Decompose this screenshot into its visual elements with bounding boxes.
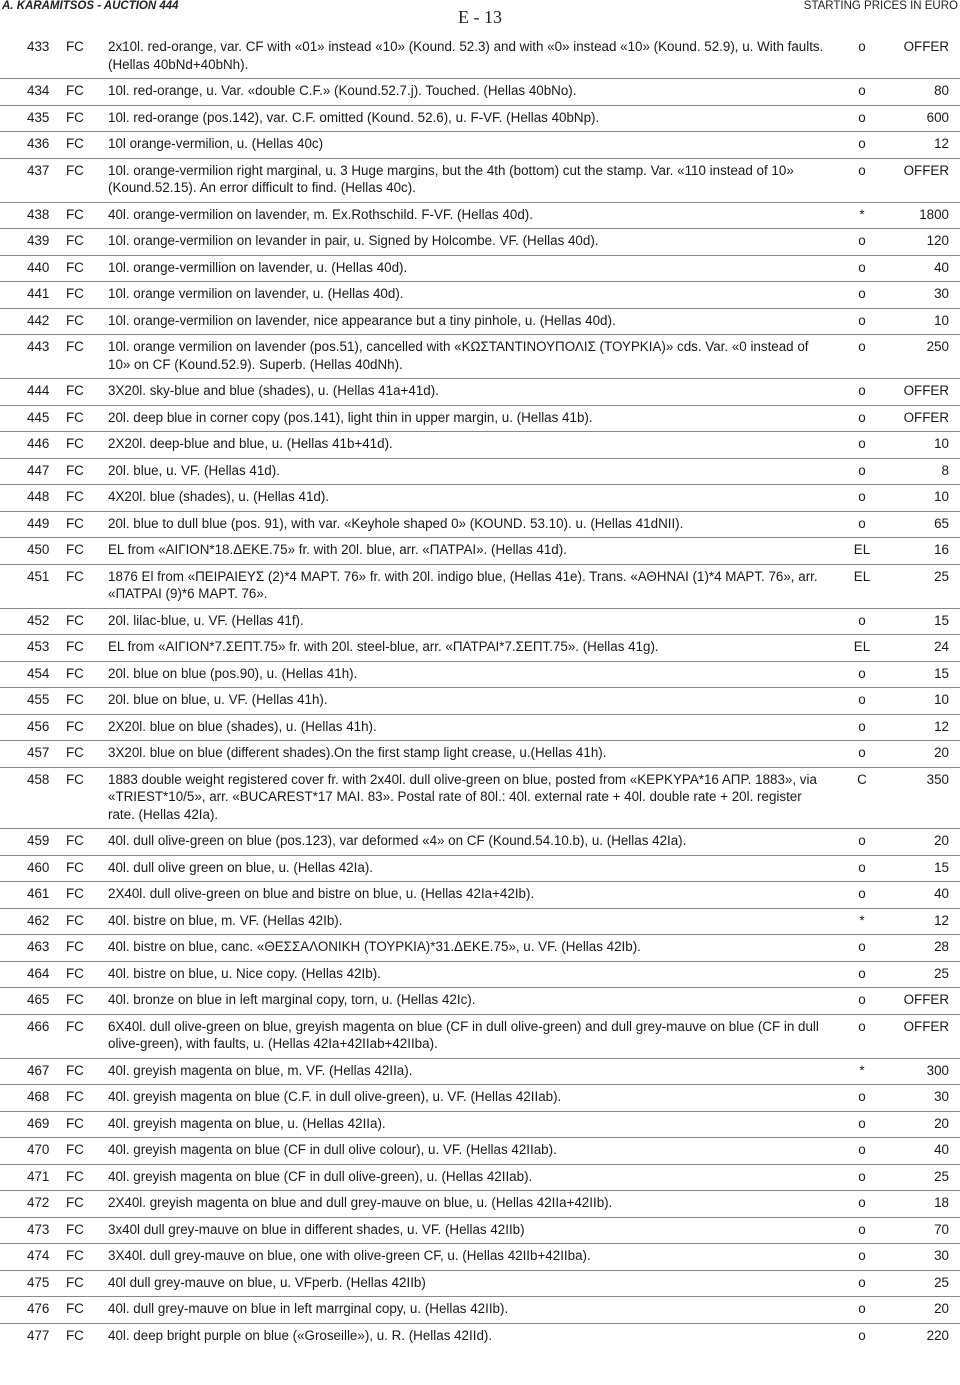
lot-condition: o — [858, 718, 866, 734]
lot-type: FC — [66, 206, 84, 222]
lot-number: 433 — [27, 39, 50, 54]
lot-type: FC — [66, 1168, 84, 1184]
lot-type: FC — [66, 1221, 84, 1237]
lot-price: OFFER — [903, 162, 949, 178]
lot-condition: o — [858, 1301, 866, 1316]
lot-type: FC — [66, 965, 84, 981]
lot-condition: o — [858, 515, 866, 531]
lot-price: 10 — [934, 436, 949, 451]
lot-number: 474 — [27, 1248, 50, 1263]
lot-description: 3x40l dull grey-mauve on blue in different shades, u. VF. (Hellas 42IIb) — [108, 1221, 525, 1237]
lot-row — [0, 432, 960, 459]
lot-type: FC — [66, 1142, 84, 1157]
lot-row — [0, 935, 960, 962]
lot-row — [0, 309, 960, 336]
lot-price: 18 — [934, 1195, 949, 1210]
lot-price: 10 — [934, 312, 949, 328]
lot-description: 40l. greyish magenta on blue (CF in dull olive colour), u. VF. (Hellas 42IIab). — [108, 1142, 557, 1157]
lot-row — [0, 1218, 960, 1245]
page-number: E - 13 — [458, 7, 502, 27]
lot-price: 30 — [934, 286, 949, 301]
lot-price: 350 — [926, 771, 949, 787]
lot-number: 458 — [27, 771, 50, 787]
lot-row — [0, 1138, 960, 1165]
lot-row — [0, 741, 960, 768]
lot-description: 40l. bistre on blue, u. Nice copy. (Hellas 42Ib). — [108, 965, 381, 981]
lot-description: 3X40l. dull grey-mauve on blue, one with olive-green CF, u. (Hellas 42IIb+42IIba). — [108, 1248, 591, 1263]
lot-price: 1800 — [919, 206, 949, 222]
lot-condition: o — [858, 1248, 866, 1263]
lot-row — [0, 1015, 960, 1059]
lot-type: FC — [66, 745, 84, 760]
lot-number: 472 — [27, 1195, 50, 1210]
lot-number: 453 — [27, 639, 50, 654]
lot-condition: o — [858, 339, 866, 354]
lot-description: EL from «ΑΙΓΙΟΝ*7.ΣΕΠΤ.75» fr. with 20l. steel-blue, arr. «ΠΑΤΡΑΙ*7.ΣΕΠΤ.75». (Hellas 41g). — [108, 639, 659, 654]
lot-condition: o — [858, 1327, 866, 1343]
lot-row — [0, 662, 960, 689]
lot-type: FC — [66, 109, 84, 125]
lot-row — [0, 512, 960, 539]
lot-description: 20l. lilac-blue, u. VF. (Hellas 41f). — [108, 612, 304, 628]
lot-type: FC — [66, 286, 84, 301]
lot-condition: o — [858, 162, 866, 178]
lot-type: FC — [66, 1115, 84, 1131]
lot-row — [0, 565, 960, 609]
lot-condition: o — [858, 259, 866, 275]
lot-description: 40l. greyish magenta on blue, u. (Hellas 42IIa). — [108, 1115, 386, 1131]
lot-row — [0, 159, 960, 203]
lot-number: 448 — [27, 489, 50, 504]
lot-number: 442 — [27, 312, 50, 328]
lot-condition: o — [858, 1221, 866, 1237]
lot-description: 3X20l. blue on blue (different shades).On the first stamp light crease, u.(Hellas 41h). — [108, 745, 607, 760]
lot-condition: * — [859, 912, 865, 928]
lot-type: FC — [66, 665, 84, 681]
lot-condition: o — [858, 383, 866, 398]
lot-list — [0, 35, 960, 1349]
lot-description: 2x10l. red-orange, var. CF with «01» instead «10» (Kound. 52.3) and with «0» instead «10» (Kound. 52.9), u. With faults. (Hellas 40bNd+40bNh). — [108, 39, 824, 72]
lot-type: FC — [66, 1301, 84, 1316]
lot-price: 25 — [934, 568, 949, 584]
page-header — [0, 0, 960, 32]
lot-type: FC — [66, 639, 84, 654]
lot-condition: EL — [853, 568, 871, 584]
lot-row — [0, 1059, 960, 1086]
lot-number: 456 — [27, 718, 50, 734]
lot-row — [0, 609, 960, 636]
lot-row — [0, 406, 960, 433]
lot-number: 469 — [27, 1115, 50, 1131]
lot-condition: o — [858, 1115, 866, 1131]
lot-number: 434 — [27, 83, 50, 98]
lot-type: FC — [66, 39, 84, 54]
lot-description: 40l. dull grey-mauve on blue in left marrginal copy, u. (Hellas 42IIb). — [108, 1301, 509, 1316]
lot-description: 1876 El from «ΠΕΙΡΑΙΕΥΣ (2)*4 ΜΑΡΤ. 76» fr. with 20l. indigo blue, (Hellas 41e). Trans. «ΑΘΗΝΑΙ (1)*4 ΜΑΡΤ. 76», arr. «ΠΑΤΡΑΙ (9)*6 ΜΑΡΤ. 76». — [108, 568, 818, 601]
lot-description: 20l. blue to dull blue (pos. 91), with var. «Keyhole shaped 0» (KOUND. 53.10). u. (Hellas 41dNII). — [108, 515, 684, 531]
lot-row — [0, 768, 960, 830]
lot-row — [0, 856, 960, 883]
lot-condition: o — [858, 939, 866, 954]
lot-condition: o — [858, 1274, 866, 1290]
lot-price: 12 — [934, 136, 949, 151]
lot-description: 40l. greyish magenta on blue (CF in dull olive-green), u. (Hellas 42IIab). — [108, 1168, 533, 1184]
lot-number: 445 — [27, 409, 50, 425]
lot-condition: o — [858, 462, 866, 478]
lot-price: 20 — [934, 745, 949, 760]
lot-number: 454 — [27, 665, 50, 681]
lot-number: 443 — [27, 339, 50, 354]
lot-description: 6X40l. dull olive-green on blue, greyish magenta on blue (CF in dull olive-green) and dull grey-mauve on blue (CF in dull olive-green), with faults, u. (Hellas 42Ia+42IIab+42IIba). — [108, 1018, 819, 1051]
lot-condition: o — [858, 833, 866, 848]
lot-type: FC — [66, 612, 84, 628]
lot-row — [0, 1324, 960, 1350]
lot-description: 2X20l. blue on blue (shades), u. (Hellas 41h). — [108, 718, 377, 734]
lot-row — [0, 688, 960, 715]
lot-row — [0, 882, 960, 909]
lot-description: 10l. red-orange (pos.142), var. C.F. omitted (Kound. 52.6), u. F-VF. (Hellas 40bNp). — [108, 109, 600, 125]
lot-price: 10 — [934, 692, 949, 707]
lot-condition: EL — [853, 542, 871, 557]
lot-row — [0, 379, 960, 406]
lot-type: FC — [66, 515, 84, 531]
lot-price: 24 — [934, 639, 949, 654]
lot-description: 40l. greyish magenta on blue (C.F. in dull olive-green), u. VF. (Hellas 42IIab). — [108, 1089, 562, 1104]
lot-row — [0, 282, 960, 309]
lot-number: 435 — [27, 109, 50, 125]
lot-type: FC — [66, 1195, 84, 1210]
lot-description: 40l. dull olive-green on blue (pos.123), var deformed «4» on CF (Kound.54.10.b), u. (Hellas 42Ia). — [108, 833, 687, 848]
lot-price: OFFER — [903, 39, 949, 54]
lot-condition: o — [858, 286, 866, 301]
lot-description: 10l. orange vermilion on lavender (pos.51), cancelled with «ΚΩΣΤΑΝΤΙΝΟΥΠΟΛΙΣ (ΤΟΥΡΚΙΑ)» cds. Var. «0 instead of 10» on CF (Kound.52.9). Superb. (Hellas 40dNh). — [108, 339, 809, 372]
lot-condition: o — [858, 136, 866, 151]
lot-condition: EL — [853, 639, 871, 654]
lot-description: 20l. blue, u. VF. (Hellas 41d). — [108, 462, 280, 478]
lot-type: FC — [66, 462, 84, 478]
lot-condition: o — [858, 1168, 866, 1184]
lot-condition: o — [858, 745, 866, 760]
lot-condition: o — [858, 612, 866, 628]
lot-type: FC — [66, 1274, 84, 1290]
lot-type: FC — [66, 162, 84, 178]
lot-condition: o — [858, 1018, 866, 1034]
lot-condition: * — [859, 1062, 865, 1078]
lot-number: 441 — [27, 286, 50, 301]
lot-number: 449 — [27, 515, 50, 531]
lot-price: 30 — [934, 1248, 949, 1263]
lot-description: 10l. red-orange, u. Var. «double C.F.» (Kound.52.7.j). Touched. (Hellas 40bNo). — [108, 83, 577, 98]
lot-row — [0, 229, 960, 256]
lot-row — [0, 829, 960, 856]
lot-row — [0, 132, 960, 159]
lot-price: 220 — [926, 1327, 949, 1343]
lot-type: FC — [66, 886, 84, 901]
lot-number: 470 — [27, 1142, 50, 1157]
lot-type: FC — [66, 939, 84, 954]
lot-condition: o — [858, 1195, 866, 1210]
lot-price: 20 — [934, 833, 949, 848]
lot-price: 120 — [926, 233, 949, 248]
lot-price: 28 — [934, 939, 949, 954]
lot-price: 250 — [926, 339, 949, 354]
lot-number: 467 — [27, 1062, 50, 1078]
lot-price: 12 — [934, 912, 949, 928]
lot-description: 2X40l. greyish magenta on blue and dull grey-mauve on blue, u. (Hellas 42IIa+42IIb). — [108, 1195, 613, 1210]
lot-price: 10 — [934, 489, 949, 504]
lot-condition: o — [858, 965, 866, 981]
lot-description: 40l. orange-vermilion on lavender, m. Ex.Rothschild. F-VF. (Hellas 40d). — [108, 206, 533, 222]
lot-type: FC — [66, 136, 84, 151]
lot-row — [0, 35, 960, 79]
lot-number: 438 — [27, 206, 50, 222]
lot-description: 3X20l. sky-blue and blue (shades), u. (Hellas 41a+41d). — [108, 383, 439, 398]
lot-description: 40l. greyish magenta on blue, m. VF. (Hellas 42IIa). — [108, 1062, 413, 1078]
lot-price: 8 — [941, 462, 949, 478]
lot-description: EL from «ΑΙΓΙΟΝ*18.ΔΕΚΕ.75» fr. with 20l. blue, arr. «ΠΑΤΡΑΙ». (Hellas 41d). — [108, 542, 567, 557]
lot-condition: C — [857, 771, 867, 787]
lot-number: 460 — [27, 859, 50, 875]
lot-condition: o — [858, 1089, 866, 1104]
lot-price: 25 — [934, 1274, 949, 1290]
lot-row — [0, 335, 960, 379]
lot-row — [0, 203, 960, 230]
lot-description: 40l dull grey-mauve on blue, u. VFperb. (Hellas 42IIb) — [108, 1274, 426, 1290]
lot-price: 40 — [934, 886, 949, 901]
lot-price: 15 — [934, 665, 949, 681]
lot-price: 25 — [934, 1168, 949, 1184]
lot-description: 40l. bistre on blue, canc. «ΘΕΣΣΑΛΟΝΙΚΗ (ΤΟΥΡΚΙΑ)*31.ΔΕΚΕ.75», u. VF. (Hellas 42Ib). — [108, 939, 641, 954]
lot-row — [0, 1271, 960, 1298]
lot-number: 437 — [27, 162, 50, 178]
lot-type: FC — [66, 1327, 84, 1343]
lot-condition: o — [858, 489, 866, 504]
lot-description: 20l. blue on blue, u. VF. (Hellas 41h). — [108, 692, 328, 707]
lot-price: 70 — [934, 1221, 949, 1237]
lot-row — [0, 988, 960, 1015]
lot-description: 10l. orange-vermillion on lavender, u. (Hellas 40d). — [108, 259, 408, 275]
lot-description: 40l. dull olive green on blue, u. (Hellas 42Ia). — [108, 859, 373, 875]
lot-description: 10l orange-vermilion, u. (Hellas 40c) — [108, 136, 324, 151]
lot-type: FC — [66, 992, 84, 1007]
lot-description: 40l. deep bright purple on blue («Groseille»), u. R. (Hellas 42IId). — [108, 1327, 493, 1343]
lot-price: OFFER — [903, 409, 949, 425]
lot-condition: * — [859, 206, 865, 222]
lot-price: 15 — [934, 859, 949, 875]
lot-description: 10l. orange-vermilion right marginal, u. 3 Huge margins, but the 4th (bottom) cut the stamp. Var. «110 instead of 10» (Kound.52.15). An error difficult to find. (Hellas 40c). — [108, 162, 794, 195]
lot-number: 466 — [27, 1018, 50, 1034]
lot-number: 464 — [27, 965, 50, 981]
lot-condition: o — [858, 409, 866, 425]
lot-type: FC — [66, 542, 84, 557]
lot-number: 462 — [27, 912, 50, 928]
lot-price: 30 — [934, 1089, 949, 1104]
lot-condition: o — [858, 859, 866, 875]
lot-type: FC — [66, 718, 84, 734]
lot-number: 450 — [27, 542, 50, 557]
lot-condition: o — [858, 1142, 866, 1157]
lot-row — [0, 1191, 960, 1218]
lot-number: 451 — [27, 568, 50, 584]
lot-number: 439 — [27, 233, 50, 248]
lot-row — [0, 1165, 960, 1192]
lot-row — [0, 715, 960, 742]
lot-price: 12 — [934, 718, 949, 734]
lot-number: 475 — [27, 1274, 50, 1290]
lot-type: FC — [66, 339, 84, 354]
lot-type: FC — [66, 83, 84, 98]
lot-row — [0, 635, 960, 662]
lot-number: 447 — [27, 462, 50, 478]
lot-number: 473 — [27, 1221, 50, 1237]
lot-type: FC — [66, 383, 84, 398]
lot-description: 2X20l. deep-blue and blue, u. (Hellas 41b+41d). — [108, 436, 393, 451]
lot-type: FC — [66, 771, 84, 787]
lot-price: 20 — [934, 1115, 949, 1131]
lot-price: OFFER — [903, 1018, 949, 1034]
lot-type: FC — [66, 1089, 84, 1104]
lot-description: 20l. blue on blue (pos.90), u. (Hellas 41h). — [108, 665, 358, 681]
lot-type: FC — [66, 1018, 84, 1034]
lot-price: 20 — [934, 1301, 949, 1316]
lot-number: 436 — [27, 136, 50, 151]
lot-price: 65 — [934, 515, 949, 531]
lot-type: FC — [66, 568, 84, 584]
lot-description: 40l. bronze on blue in left marginal copy, torn, u. (Hellas 42Ic). — [108, 992, 476, 1007]
price-currency-note: STARTING PRICES IN EURO — [803, 0, 958, 12]
lot-price: 80 — [934, 83, 949, 98]
lot-number: 455 — [27, 692, 50, 707]
lot-condition: o — [858, 665, 866, 681]
lot-type: FC — [66, 1062, 84, 1078]
lot-type: FC — [66, 833, 84, 848]
lot-price: 300 — [926, 1062, 949, 1078]
lot-price: OFFER — [903, 992, 949, 1007]
lot-type: FC — [66, 912, 84, 928]
lot-number: 477 — [27, 1327, 50, 1343]
lot-row — [0, 1112, 960, 1139]
lot-number: 476 — [27, 1301, 50, 1316]
lot-condition: o — [858, 233, 866, 248]
lot-row — [0, 1085, 960, 1112]
lot-number: 444 — [27, 383, 50, 398]
lot-condition: o — [858, 83, 866, 98]
lot-price: 600 — [926, 109, 949, 125]
lot-type: FC — [66, 489, 84, 504]
lot-type: FC — [66, 312, 84, 328]
lot-type: FC — [66, 233, 84, 248]
lot-number: 465 — [27, 992, 50, 1007]
lot-type: FC — [66, 692, 84, 707]
lot-type: FC — [66, 409, 84, 425]
lot-condition: o — [858, 692, 866, 707]
lot-number: 463 — [27, 939, 50, 954]
lot-description: 10l. orange vermilion on lavender, u. (Hellas 40d). — [108, 286, 404, 301]
lot-number: 459 — [27, 833, 50, 848]
lot-price: OFFER — [903, 383, 949, 398]
lot-type: FC — [66, 1248, 84, 1263]
lot-description: 40l. bistre on blue, m. VF. (Hellas 42Ib). — [108, 912, 343, 928]
lot-description: 2X40l. dull olive-green on blue and bistre on blue, u. (Hellas 42Ia+42Ib). — [108, 886, 535, 901]
lot-description: 10l. orange-vermilion on lavender, nice appearance but a tiny pinhole, u. (Hellas 40d). — [108, 312, 616, 328]
lot-number: 440 — [27, 259, 50, 275]
lot-row — [0, 1297, 960, 1324]
lot-condition: o — [858, 436, 866, 451]
lot-condition: o — [858, 992, 866, 1007]
lot-number: 452 — [27, 612, 50, 628]
lot-number: 457 — [27, 745, 50, 760]
lot-row — [0, 962, 960, 989]
lot-row — [0, 79, 960, 106]
lot-price: 40 — [934, 259, 949, 275]
lot-price: 40 — [934, 1142, 949, 1157]
lot-condition: o — [858, 312, 866, 328]
lot-type: FC — [66, 259, 84, 275]
lot-price: 15 — [934, 612, 949, 628]
lot-row — [0, 106, 960, 133]
lot-row — [0, 485, 960, 512]
lot-type: FC — [66, 859, 84, 875]
lot-row — [0, 909, 960, 936]
lot-row — [0, 256, 960, 283]
lot-condition: o — [858, 886, 866, 901]
lot-row — [0, 459, 960, 486]
lot-description: 10l. orange-vermilion on levander in pair, u. Signed by Holcombe. VF. (Hellas 40d). — [108, 233, 599, 248]
lot-row — [0, 1244, 960, 1271]
lot-condition: o — [858, 39, 866, 54]
auction-title: A. KARAMITSOS - AUCTION 444 — [2, 0, 179, 12]
lot-type: FC — [66, 436, 84, 451]
lot-number: 446 — [27, 436, 50, 451]
lot-price: 16 — [934, 542, 949, 557]
lot-number: 461 — [27, 886, 50, 901]
lot-condition: o — [858, 109, 866, 125]
lot-description: 4X20l. blue (shades), u. (Hellas 41d). — [108, 489, 330, 504]
lot-number: 468 — [27, 1089, 50, 1104]
lot-number: 471 — [27, 1168, 50, 1184]
lot-row — [0, 538, 960, 565]
lot-description: 1883 double weight registered cover fr. with 2x40l. dull olive-green on blue, posted from «ΚΕΡΚΥΡΑ*16 ΑΠΡ. 1883», via «TRIEST*10/5», arr. «BUCAREST*17 MAI. 83». Postal rate of 80l.: 40l. external rate + 40l. double rate + 20l. register rate. (Hellas 42Ia). — [108, 771, 817, 822]
lot-price: 25 — [934, 965, 949, 981]
lot-description: 20l. deep blue in corner copy (pos.141), light thin in upper margin, u. (Hellas 41b). — [108, 409, 593, 425]
